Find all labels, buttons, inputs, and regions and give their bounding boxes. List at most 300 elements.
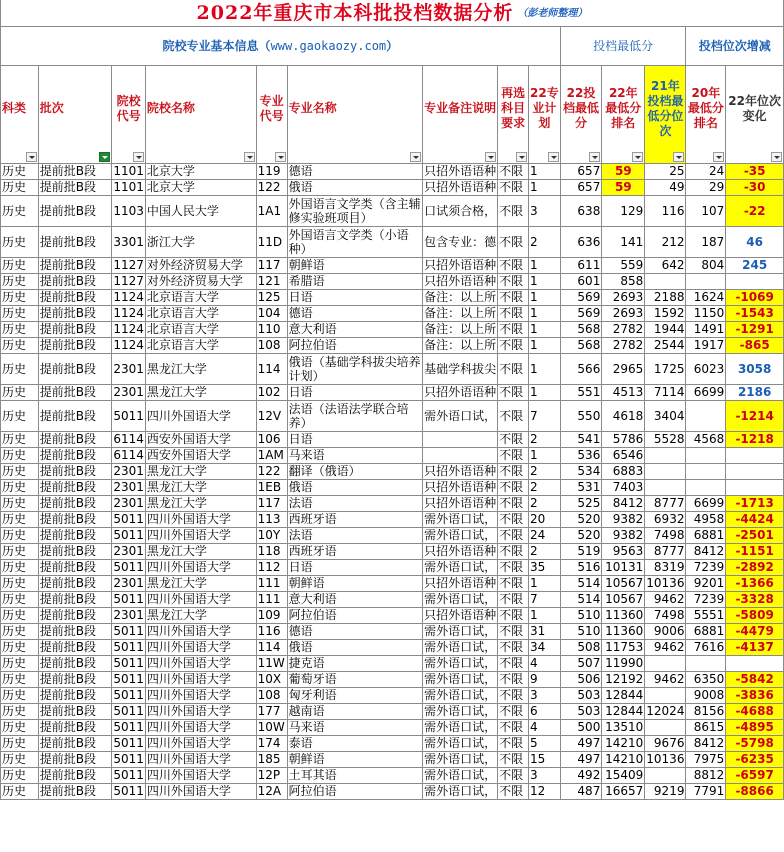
cell-major-name[interactable]: 日语: [287, 385, 423, 401]
cell-change22[interactable]: 245: [726, 258, 784, 274]
cell-kelei[interactable]: 历史: [1, 306, 39, 322]
cell-school-name[interactable]: 中国人民大学: [145, 196, 256, 227]
cell-change22[interactable]: -4895: [726, 720, 784, 736]
table-row[interactable]: [1, 656, 784, 672]
cell-kelei[interactable]: 历史: [1, 480, 39, 496]
cell-rank21[interactable]: 8777: [645, 544, 686, 560]
cell-rank21[interactable]: 5528: [645, 432, 686, 448]
cell-rank21[interactable]: 2544: [645, 338, 686, 354]
cell-major-code[interactable]: 121: [256, 274, 287, 290]
cell-reselect[interactable]: 不限: [498, 464, 529, 480]
table-row[interactable]: [1, 464, 784, 480]
cell-plan22[interactable]: 9: [529, 672, 561, 688]
cell-school-code[interactable]: 2301: [113, 544, 144, 558]
cell-major-code[interactable]: 102: [256, 385, 287, 401]
table-row[interactable]: [1, 180, 784, 196]
filter-button-major-code[interactable]: [275, 152, 286, 162]
cell-school-code[interactable]: 1124: [113, 338, 144, 352]
cell-change22[interactable]: -30: [726, 180, 784, 196]
cell-min22[interactable]: 657: [560, 164, 602, 180]
cell-remark[interactable]: 备注：以上所: [424, 290, 497, 304]
cell-rank22[interactable]: 59: [602, 180, 645, 196]
cell-major-code[interactable]: 116: [256, 624, 287, 640]
cell-remark[interactable]: 只招外语语种: [424, 544, 497, 558]
cell-change22[interactable]: -1214: [726, 401, 784, 432]
cell-major-name[interactable]: 泰语: [287, 736, 423, 752]
cell-rank20[interactable]: 1624: [686, 290, 726, 306]
cell-kelei[interactable]: 历史: [1, 274, 39, 290]
cell-reselect[interactable]: 不限: [498, 704, 529, 720]
cell-school-name[interactable]: 四川外国语大学: [145, 704, 256, 720]
cell-min22[interactable]: 514: [560, 592, 602, 608]
cell-pici[interactable]: 提前批B段: [38, 672, 112, 688]
filter-button-school-name[interactable]: [244, 152, 255, 162]
cell-major-name[interactable]: 阿拉伯语: [287, 784, 423, 800]
cell-kelei[interactable]: 历史: [1, 656, 39, 672]
cell-plan22[interactable]: 3: [529, 196, 561, 227]
cell-pici[interactable]: 提前批B段: [38, 768, 112, 784]
cell-remark[interactable]: 需外语口试，: [424, 736, 497, 750]
cell-rank21[interactable]: 8777: [645, 496, 686, 512]
cell-min22[interactable]: 503: [560, 704, 602, 720]
cell-rank20[interactable]: 1150: [686, 306, 726, 322]
cell-school-code[interactable]: 5011: [113, 512, 144, 526]
table-row[interactable]: [1, 196, 784, 227]
cell-rank22[interactable]: 2965: [602, 354, 645, 385]
cell-major-code[interactable]: 114: [256, 640, 287, 656]
cell-rank21[interactable]: 10136: [646, 752, 685, 766]
cell-major-name[interactable]: 意大利语: [287, 592, 423, 608]
table-row[interactable]: [1, 448, 784, 464]
cell-major-name[interactable]: 朝鲜语: [287, 258, 423, 274]
cell-rank22[interactable]: 10567: [602, 576, 645, 592]
cell-pici[interactable]: 提前批B段: [38, 752, 112, 768]
cell-kelei[interactable]: 历史: [1, 258, 39, 274]
cell-kelei[interactable]: 历史: [1, 496, 39, 512]
cell-remark[interactable]: 基础学科拔尖: [423, 354, 498, 385]
cell-major-name[interactable]: 马来语: [287, 448, 423, 464]
cell-major-name[interactable]: 阿拉伯语: [287, 338, 423, 354]
cell-reselect[interactable]: 不限: [498, 592, 529, 608]
cell-change22[interactable]: -5842: [726, 672, 784, 688]
cell-min22[interactable]: 551: [560, 385, 602, 401]
cell-plan22[interactable]: 3: [529, 768, 561, 784]
cell-min22[interactable]: 503: [560, 688, 602, 704]
cell-min22[interactable]: 510: [560, 608, 602, 624]
cell-kelei[interactable]: 历史: [1, 338, 39, 354]
cell-remark[interactable]: 需外语口试，: [424, 688, 497, 702]
cell-school-name[interactable]: 西安外国语大学: [145, 448, 256, 464]
cell-change22[interactable]: -4688: [726, 704, 784, 720]
table-row[interactable]: [1, 752, 784, 768]
cell-major-code[interactable]: 1A1: [256, 196, 287, 227]
cell-kelei[interactable]: 历史: [1, 448, 39, 464]
cell-kelei[interactable]: 历史: [1, 544, 39, 560]
cell-rank21[interactable]: 9219: [645, 784, 686, 800]
cell-rank20[interactable]: 6881: [686, 528, 726, 544]
cell-school-name[interactable]: 四川外国语大学: [145, 624, 256, 640]
cell-reselect[interactable]: 不限: [498, 164, 529, 180]
cell-school-code[interactable]: 5011: [113, 592, 144, 606]
cell-school-name[interactable]: 四川外国语大学: [145, 752, 256, 768]
cell-reselect[interactable]: 不限: [498, 736, 529, 752]
cell-school-code[interactable]: 5011: [113, 768, 144, 782]
filter-button-major-name[interactable]: [410, 152, 421, 162]
table-row[interactable]: [1, 401, 784, 432]
cell-pici[interactable]: 提前批B段: [38, 496, 112, 512]
cell-rank22[interactable]: 11990: [602, 656, 645, 672]
cell-kelei[interactable]: 历史: [1, 432, 39, 448]
table-row[interactable]: [1, 544, 784, 560]
cell-major-code[interactable]: 10Y: [256, 528, 287, 544]
cell-major-code[interactable]: 108: [256, 338, 287, 354]
cell-major-name[interactable]: 俄语: [287, 480, 423, 496]
cell-reselect[interactable]: 不限: [498, 196, 529, 227]
cell-school-code[interactable]: 1127: [113, 274, 144, 288]
cell-major-name[interactable]: 法语: [287, 528, 423, 544]
cell-remark[interactable]: 只招外语语种: [424, 164, 497, 178]
table-row[interactable]: [1, 576, 784, 592]
cell-min22[interactable]: 531: [560, 480, 602, 496]
cell-remark[interactable]: 需外语口试，: [424, 624, 497, 638]
cell-change22[interactable]: -1543: [726, 306, 784, 322]
cell-rank21[interactable]: 12024: [646, 704, 685, 718]
cell-kelei[interactable]: 历史: [1, 704, 39, 720]
cell-rank20[interactable]: [686, 480, 726, 496]
cell-major-code[interactable]: 104: [256, 306, 287, 322]
cell-kelei[interactable]: 历史: [1, 736, 39, 752]
cell-rank21[interactable]: 212: [645, 227, 686, 258]
cell-pici[interactable]: 提前批B段: [38, 448, 112, 464]
cell-change22[interactable]: -8866: [726, 784, 784, 800]
cell-rank21[interactable]: 8319: [645, 560, 686, 576]
cell-rank20[interactable]: 4568: [686, 432, 726, 448]
cell-school-code[interactable]: 5011: [113, 656, 144, 670]
cell-kelei[interactable]: 历史: [1, 464, 39, 480]
cell-school-name[interactable]: 北京语言大学: [145, 306, 256, 322]
cell-pici[interactable]: 提前批B段: [38, 720, 112, 736]
cell-min22[interactable]: 507: [560, 656, 602, 672]
table-row[interactable]: [1, 432, 784, 448]
cell-major-name[interactable]: 日语: [287, 432, 423, 448]
cell-change22[interactable]: -4137: [726, 640, 784, 656]
cell-reselect[interactable]: 不限: [498, 306, 529, 322]
cell-rank22[interactable]: 14210: [602, 736, 645, 752]
cell-pici[interactable]: 提前批B段: [38, 528, 112, 544]
cell-rank21[interactable]: [645, 768, 686, 784]
cell-remark[interactable]: 需外语口试，: [424, 672, 497, 686]
cell-pici[interactable]: 提前批B段: [38, 736, 112, 752]
cell-school-name[interactable]: 西安外国语大学: [145, 432, 256, 448]
cell-plan22[interactable]: 1: [529, 338, 561, 354]
cell-school-code[interactable]: 5011: [113, 704, 144, 718]
cell-pici[interactable]: 提前批B段: [38, 784, 112, 800]
filter-button-rank21[interactable]: [673, 152, 684, 162]
cell-major-code[interactable]: 111: [256, 576, 287, 592]
cell-major-name[interactable]: 日语: [287, 290, 423, 306]
cell-plan22[interactable]: 2: [529, 496, 561, 512]
table-row[interactable]: [1, 560, 784, 576]
cell-change22[interactable]: -6235: [726, 752, 784, 768]
cell-rank21[interactable]: 9462: [645, 592, 686, 608]
cell-rank20[interactable]: 7975: [686, 752, 726, 768]
cell-kelei[interactable]: 历史: [1, 640, 39, 656]
cell-school-name[interactable]: 北京语言大学: [145, 338, 256, 354]
cell-change22[interactable]: -22: [726, 196, 784, 227]
cell-pici[interactable]: 提前批B段: [38, 227, 112, 258]
cell-rank22[interactable]: 4513: [602, 385, 645, 401]
cell-rank22[interactable]: 6883: [602, 464, 645, 480]
cell-plan22[interactable]: 31: [529, 624, 561, 640]
cell-rank20[interactable]: 9201: [686, 576, 726, 592]
cell-rank21[interactable]: [645, 656, 686, 672]
table-row[interactable]: [1, 227, 784, 258]
cell-reselect[interactable]: 不限: [498, 385, 529, 401]
table-row[interactable]: [1, 496, 784, 512]
cell-major-code[interactable]: 117: [256, 258, 287, 274]
cell-plan22[interactable]: 1: [529, 180, 561, 196]
filter-button-remark[interactable]: [485, 152, 496, 162]
cell-min22[interactable]: 519: [560, 544, 602, 560]
cell-major-code[interactable]: 174: [256, 736, 287, 752]
cell-remark[interactable]: 需外语口试，: [424, 528, 497, 542]
cell-school-name[interactable]: 浙江大学: [145, 227, 256, 258]
cell-plan22[interactable]: 1: [529, 385, 561, 401]
cell-remark[interactable]: 口试须合格，: [423, 196, 498, 227]
filter-button-change22[interactable]: [771, 152, 782, 162]
cell-major-name[interactable]: 朝鲜语: [287, 752, 423, 768]
cell-rank22[interactable]: 12844: [602, 704, 645, 720]
cell-major-code[interactable]: 1EB: [256, 480, 287, 496]
cell-reselect[interactable]: 不限: [498, 290, 529, 306]
cell-rank21[interactable]: 3404: [645, 401, 686, 432]
cell-plan22[interactable]: 2: [529, 464, 561, 480]
filter-button-rank20[interactable]: [713, 152, 724, 162]
cell-remark[interactable]: 需外语口试，: [424, 512, 497, 526]
cell-rank20[interactable]: 9008: [686, 688, 726, 704]
cell-rank22[interactable]: 11753: [602, 640, 645, 656]
cell-min22[interactable]: 520: [560, 512, 602, 528]
cell-school-name[interactable]: 四川外国语大学: [145, 592, 256, 608]
cell-pici[interactable]: 提前批B段: [38, 688, 112, 704]
cell-rank22[interactable]: 11360: [602, 624, 645, 640]
cell-change22[interactable]: -1366: [726, 576, 784, 592]
cell-pici[interactable]: 提前批B段: [38, 704, 112, 720]
cell-school-name[interactable]: 四川外国语大学: [145, 656, 256, 672]
table-row[interactable]: [1, 306, 784, 322]
cell-rank21[interactable]: 9006: [645, 624, 686, 640]
cell-school-code[interactable]: 2301: [113, 385, 144, 399]
cell-remark[interactable]: 需外语口试，: [424, 640, 497, 654]
cell-rank21[interactable]: 7498: [645, 608, 686, 624]
cell-change22[interactable]: [726, 448, 784, 464]
cell-change22[interactable]: -1218: [726, 432, 784, 448]
table-row[interactable]: [1, 258, 784, 274]
cell-major-name[interactable]: 法语（法语法学联合培养）: [287, 401, 423, 432]
cell-school-code[interactable]: 1127: [113, 258, 144, 272]
cell-rank22[interactable]: 2693: [602, 290, 645, 306]
cell-change22[interactable]: [726, 656, 784, 672]
cell-rank22[interactable]: 10131: [602, 560, 645, 576]
cell-pici[interactable]: 提前批B段: [38, 592, 112, 608]
cell-rank22[interactable]: 59: [602, 164, 645, 180]
cell-change22[interactable]: -1151: [726, 544, 784, 560]
cell-reselect[interactable]: 不限: [498, 432, 529, 448]
table-row[interactable]: [1, 164, 784, 180]
cell-kelei[interactable]: 历史: [1, 608, 39, 624]
cell-pici[interactable]: 提前批B段: [38, 258, 112, 274]
cell-school-code[interactable]: 6114: [113, 432, 144, 446]
cell-rank21[interactable]: [645, 274, 686, 290]
cell-rank22[interactable]: 2782: [602, 322, 645, 338]
cell-min22[interactable]: 657: [560, 180, 602, 196]
cell-min22[interactable]: 492: [560, 768, 602, 784]
cell-min22[interactable]: 536: [560, 448, 602, 464]
cell-school-code[interactable]: 1101: [113, 164, 144, 178]
cell-rank22[interactable]: 6546: [602, 448, 645, 464]
table-row[interactable]: [1, 528, 784, 544]
cell-major-code[interactable]: 11D: [256, 227, 287, 258]
cell-remark[interactable]: 需外语口试，: [424, 784, 497, 798]
cell-school-code[interactable]: 2301: [113, 608, 144, 622]
cell-rank20[interactable]: [686, 448, 726, 464]
cell-school-name[interactable]: 黑龙江大学: [145, 496, 256, 512]
cell-plan22[interactable]: 1: [529, 608, 561, 624]
cell-rank20[interactable]: 8412: [686, 544, 726, 560]
cell-kelei[interactable]: 历史: [1, 401, 39, 432]
cell-major-code[interactable]: 106: [256, 432, 287, 448]
cell-plan22[interactable]: 1: [529, 322, 561, 338]
cell-change22[interactable]: [726, 464, 784, 480]
cell-remark[interactable]: 备注：以上所: [424, 306, 497, 320]
cell-pici[interactable]: 提前批B段: [38, 338, 112, 354]
cell-rank20[interactable]: [686, 274, 726, 290]
cell-reselect[interactable]: 不限: [498, 274, 529, 290]
cell-school-name[interactable]: 四川外国语大学: [145, 512, 256, 528]
cell-reselect[interactable]: 不限: [498, 784, 529, 800]
cell-rank20[interactable]: [686, 656, 726, 672]
cell-change22[interactable]: -1713: [726, 496, 784, 512]
cell-plan22[interactable]: 20: [529, 512, 561, 528]
cell-school-code[interactable]: 1124: [113, 306, 144, 320]
cell-change22[interactable]: -5798: [726, 736, 784, 752]
cell-reselect[interactable]: 不限: [498, 640, 529, 656]
cell-school-name[interactable]: 四川外国语大学: [145, 688, 256, 704]
cell-change22[interactable]: -3836: [726, 688, 784, 704]
cell-change22[interactable]: -1291: [726, 322, 784, 338]
cell-rank20[interactable]: 8156: [686, 704, 726, 720]
cell-reselect[interactable]: 不限: [498, 608, 529, 624]
cell-reselect[interactable]: 不限: [498, 544, 529, 560]
cell-pici[interactable]: 提前批B段: [38, 432, 112, 448]
cell-school-code[interactable]: 5011: [113, 624, 144, 638]
cell-remark[interactable]: 只招外语语种: [424, 274, 497, 288]
cell-rank20[interactable]: 7239: [686, 560, 726, 576]
cell-plan22[interactable]: 1: [529, 576, 561, 592]
cell-min22[interactable]: 516: [560, 560, 602, 576]
cell-rank21[interactable]: 7114: [645, 385, 686, 401]
cell-major-code[interactable]: 10X: [256, 672, 287, 688]
cell-rank21[interactable]: [645, 720, 686, 736]
cell-remark[interactable]: 需外语口试，: [424, 704, 497, 718]
cell-school-name[interactable]: 黑龙江大学: [145, 354, 256, 385]
table-row[interactable]: [1, 784, 784, 800]
cell-major-name[interactable]: 俄语（基础学科拔尖培养计划）: [288, 355, 421, 383]
cell-pici[interactable]: 提前批B段: [38, 385, 112, 401]
cell-school-code[interactable]: 1101: [113, 180, 144, 194]
table-row[interactable]: [1, 688, 784, 704]
cell-school-code[interactable]: 2301: [113, 496, 144, 510]
table-row[interactable]: [1, 512, 784, 528]
cell-remark[interactable]: 需外语口试，: [424, 656, 497, 670]
cell-plan22[interactable]: 1: [529, 274, 561, 290]
filter-button-pici-active[interactable]: [99, 152, 110, 162]
cell-reselect[interactable]: 不限: [498, 672, 529, 688]
cell-reselect[interactable]: 不限: [498, 720, 529, 736]
cell-plan22[interactable]: 1: [529, 306, 561, 322]
cell-school-name[interactable]: 四川外国语大学: [145, 640, 256, 656]
cell-reselect[interactable]: 不限: [498, 768, 529, 784]
cell-reselect[interactable]: 不限: [498, 656, 529, 672]
cell-plan22[interactable]: 12: [529, 784, 561, 800]
cell-reselect[interactable]: 不限: [498, 354, 529, 385]
cell-major-code[interactable]: 125: [256, 290, 287, 306]
cell-change22[interactable]: [726, 274, 784, 290]
cell-min22[interactable]: 569: [560, 306, 602, 322]
cell-rank22[interactable]: 12192: [602, 672, 645, 688]
cell-reselect[interactable]: 不限: [498, 560, 529, 576]
cell-min22[interactable]: 569: [560, 290, 602, 306]
cell-min22[interactable]: 601: [560, 274, 602, 290]
cell-major-code[interactable]: 122: [256, 180, 287, 196]
cell-plan22[interactable]: 1: [529, 258, 561, 274]
cell-pici[interactable]: 提前批B段: [38, 624, 112, 640]
cell-school-code[interactable]: 5011: [113, 560, 144, 574]
cell-rank22[interactable]: 2693: [602, 306, 645, 322]
cell-major-name[interactable]: 外国语言文学类（小语种）: [287, 227, 423, 258]
cell-rank22[interactable]: 7403: [602, 480, 645, 496]
cell-major-code[interactable]: 118: [256, 544, 287, 560]
cell-min22[interactable]: 568: [560, 338, 602, 354]
cell-rank21[interactable]: 10136: [646, 576, 685, 590]
cell-reselect[interactable]: 不限: [498, 480, 529, 496]
cell-pici[interactable]: 提前批B段: [38, 544, 112, 560]
cell-major-code[interactable]: 109: [256, 608, 287, 624]
cell-school-name[interactable]: 四川外国语大学: [145, 528, 256, 544]
cell-major-name[interactable]: 西班牙语: [287, 544, 423, 560]
cell-rank21[interactable]: [645, 480, 686, 496]
cell-kelei[interactable]: 历史: [1, 322, 39, 338]
cell-kelei[interactable]: 历史: [1, 576, 39, 592]
cell-school-name[interactable]: 四川外国语大学: [145, 672, 256, 688]
table-row[interactable]: [1, 338, 784, 354]
cell-kelei[interactable]: 历史: [1, 752, 39, 768]
cell-plan22[interactable]: 15: [529, 752, 561, 768]
cell-rank20[interactable]: 7616: [686, 640, 726, 656]
cell-rank20[interactable]: [686, 401, 726, 432]
cell-min22[interactable]: 510: [560, 624, 602, 640]
cell-plan22[interactable]: 4: [529, 656, 561, 672]
cell-school-code[interactable]: 5011: [113, 720, 144, 734]
cell-rank20[interactable]: 6350: [686, 672, 726, 688]
cell-remark[interactable]: [423, 448, 498, 464]
cell-pici[interactable]: 提前批B段: [38, 274, 112, 290]
cell-remark[interactable]: 只招外语语种: [424, 608, 497, 622]
cell-major-code[interactable]: 119: [256, 164, 287, 180]
cell-school-code[interactable]: 5011: [113, 784, 144, 798]
cell-min22[interactable]: 497: [560, 736, 602, 752]
cell-major-name[interactable]: 意大利语: [287, 322, 423, 338]
